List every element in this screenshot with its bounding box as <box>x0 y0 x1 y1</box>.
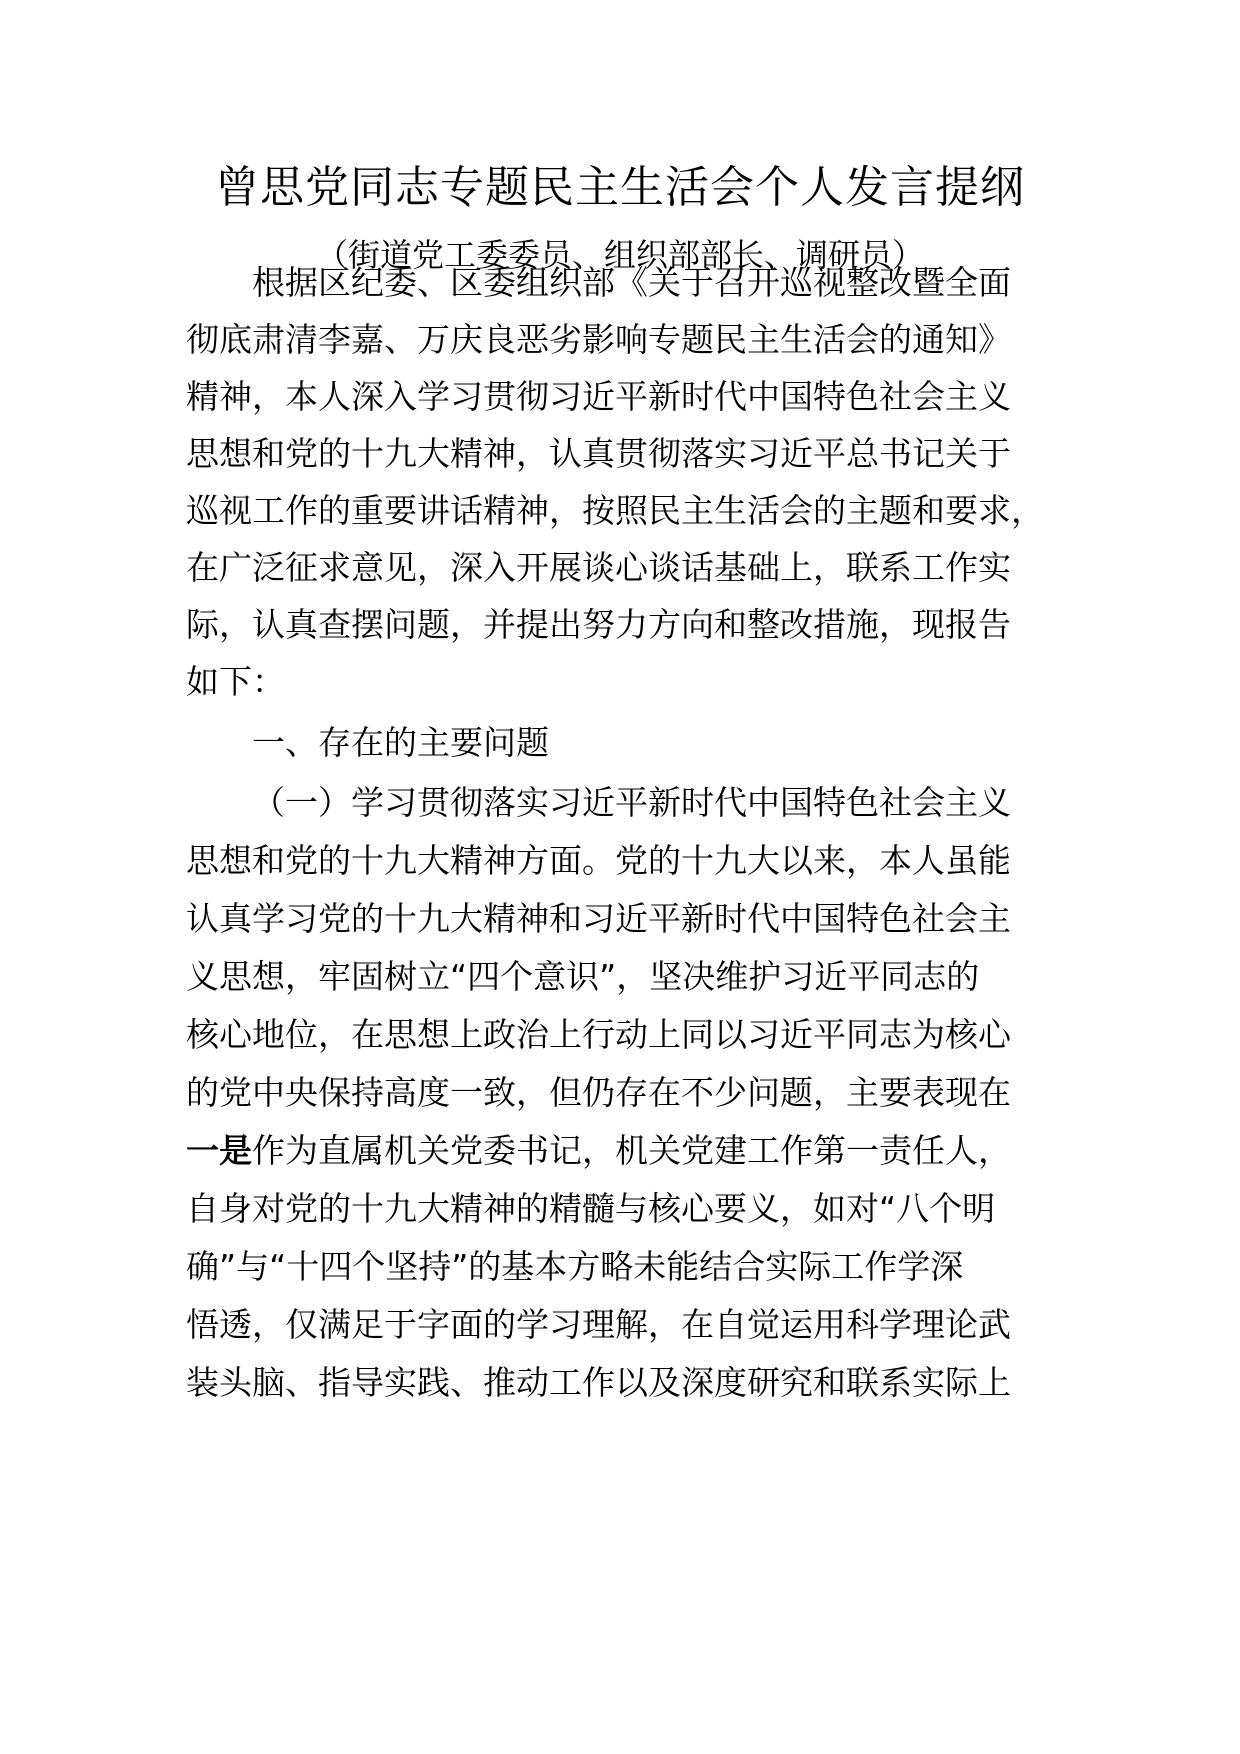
section-heading: 一、存在的主要问题 <box>252 723 549 762</box>
paragraph-line: （一）学习贯彻落实习近平新时代中国特色社会主义 <box>252 783 1011 822</box>
paragraph-line: 精神，本人深入学习贯彻习近平新时代中国特色社会主义 <box>186 377 1011 416</box>
document-title: 曾思党同志专题民主生活会个人发言提纲 <box>215 162 1025 213</box>
paragraph-line: 巡视工作的重要讲话精神，按照民主生活会的主题和要求， <box>186 491 1044 530</box>
paragraph-line: 根据区纪委、区委组织部《关于召开巡视整改暨全面 <box>252 263 1011 302</box>
paragraph-line: 确”与“十四个坚持”的基本方略未能结合实际工作学深 <box>186 1247 964 1286</box>
paragraph-line: 悟透，仅满足于字面的学习理解，在自觉运用科学理论武 <box>186 1305 1011 1344</box>
paragraph-line-with-bold-lead <box>186 1126 1086 1176</box>
paragraph-line: 义思想，牢固树立“四个意识”，坚决维护习近平同志的 <box>186 957 980 996</box>
bold-lead-rest: 作为直属机关党委书记，机关党建工作第一责任人， <box>252 1131 1011 1170</box>
paragraph-line: 如下： <box>186 662 285 701</box>
paragraph-line: 在广泛征求意见，深入开展谈心谈话基础上，联系工作实 <box>186 548 1011 587</box>
paragraph-line: 认真学习党的十九大精神和习近平新时代中国特色社会主 <box>186 899 1011 938</box>
paragraph-line: 装头脑、指导实践、推动工作以及深度研究和联系实际上 <box>186 1363 1011 1402</box>
paragraph-line: 思想和党的十九大精神，认真贯彻落实习近平总书记关于 <box>186 434 1011 473</box>
paragraph-line: 际，认真查摆问题，并提出努力方向和整改措施，现报告 <box>186 605 1011 644</box>
paragraph-line: 思想和党的十九大精神方面。党的十九大以来，本人虽能 <box>186 841 1011 880</box>
paragraph-line: 的党中央保持高度一致，但仍存在不少问题，主要表现在 <box>186 1073 1011 1112</box>
paragraph-line: 彻底肃清李嘉、万庆良恶劣影响专题民主生活会的通知》 <box>186 320 1011 359</box>
paragraph-line: 自身对党的十九大精神的精髓与核心要义，如对“八个明 <box>186 1189 996 1228</box>
paragraph-line: 核心地位，在思想上政治上行动上同以习近平同志为核心 <box>186 1015 1011 1054</box>
bold-lead: 一是 <box>186 1131 252 1170</box>
document-subtitle: （街道党工委委员、组织部部长、调研员） <box>315 236 924 274</box>
